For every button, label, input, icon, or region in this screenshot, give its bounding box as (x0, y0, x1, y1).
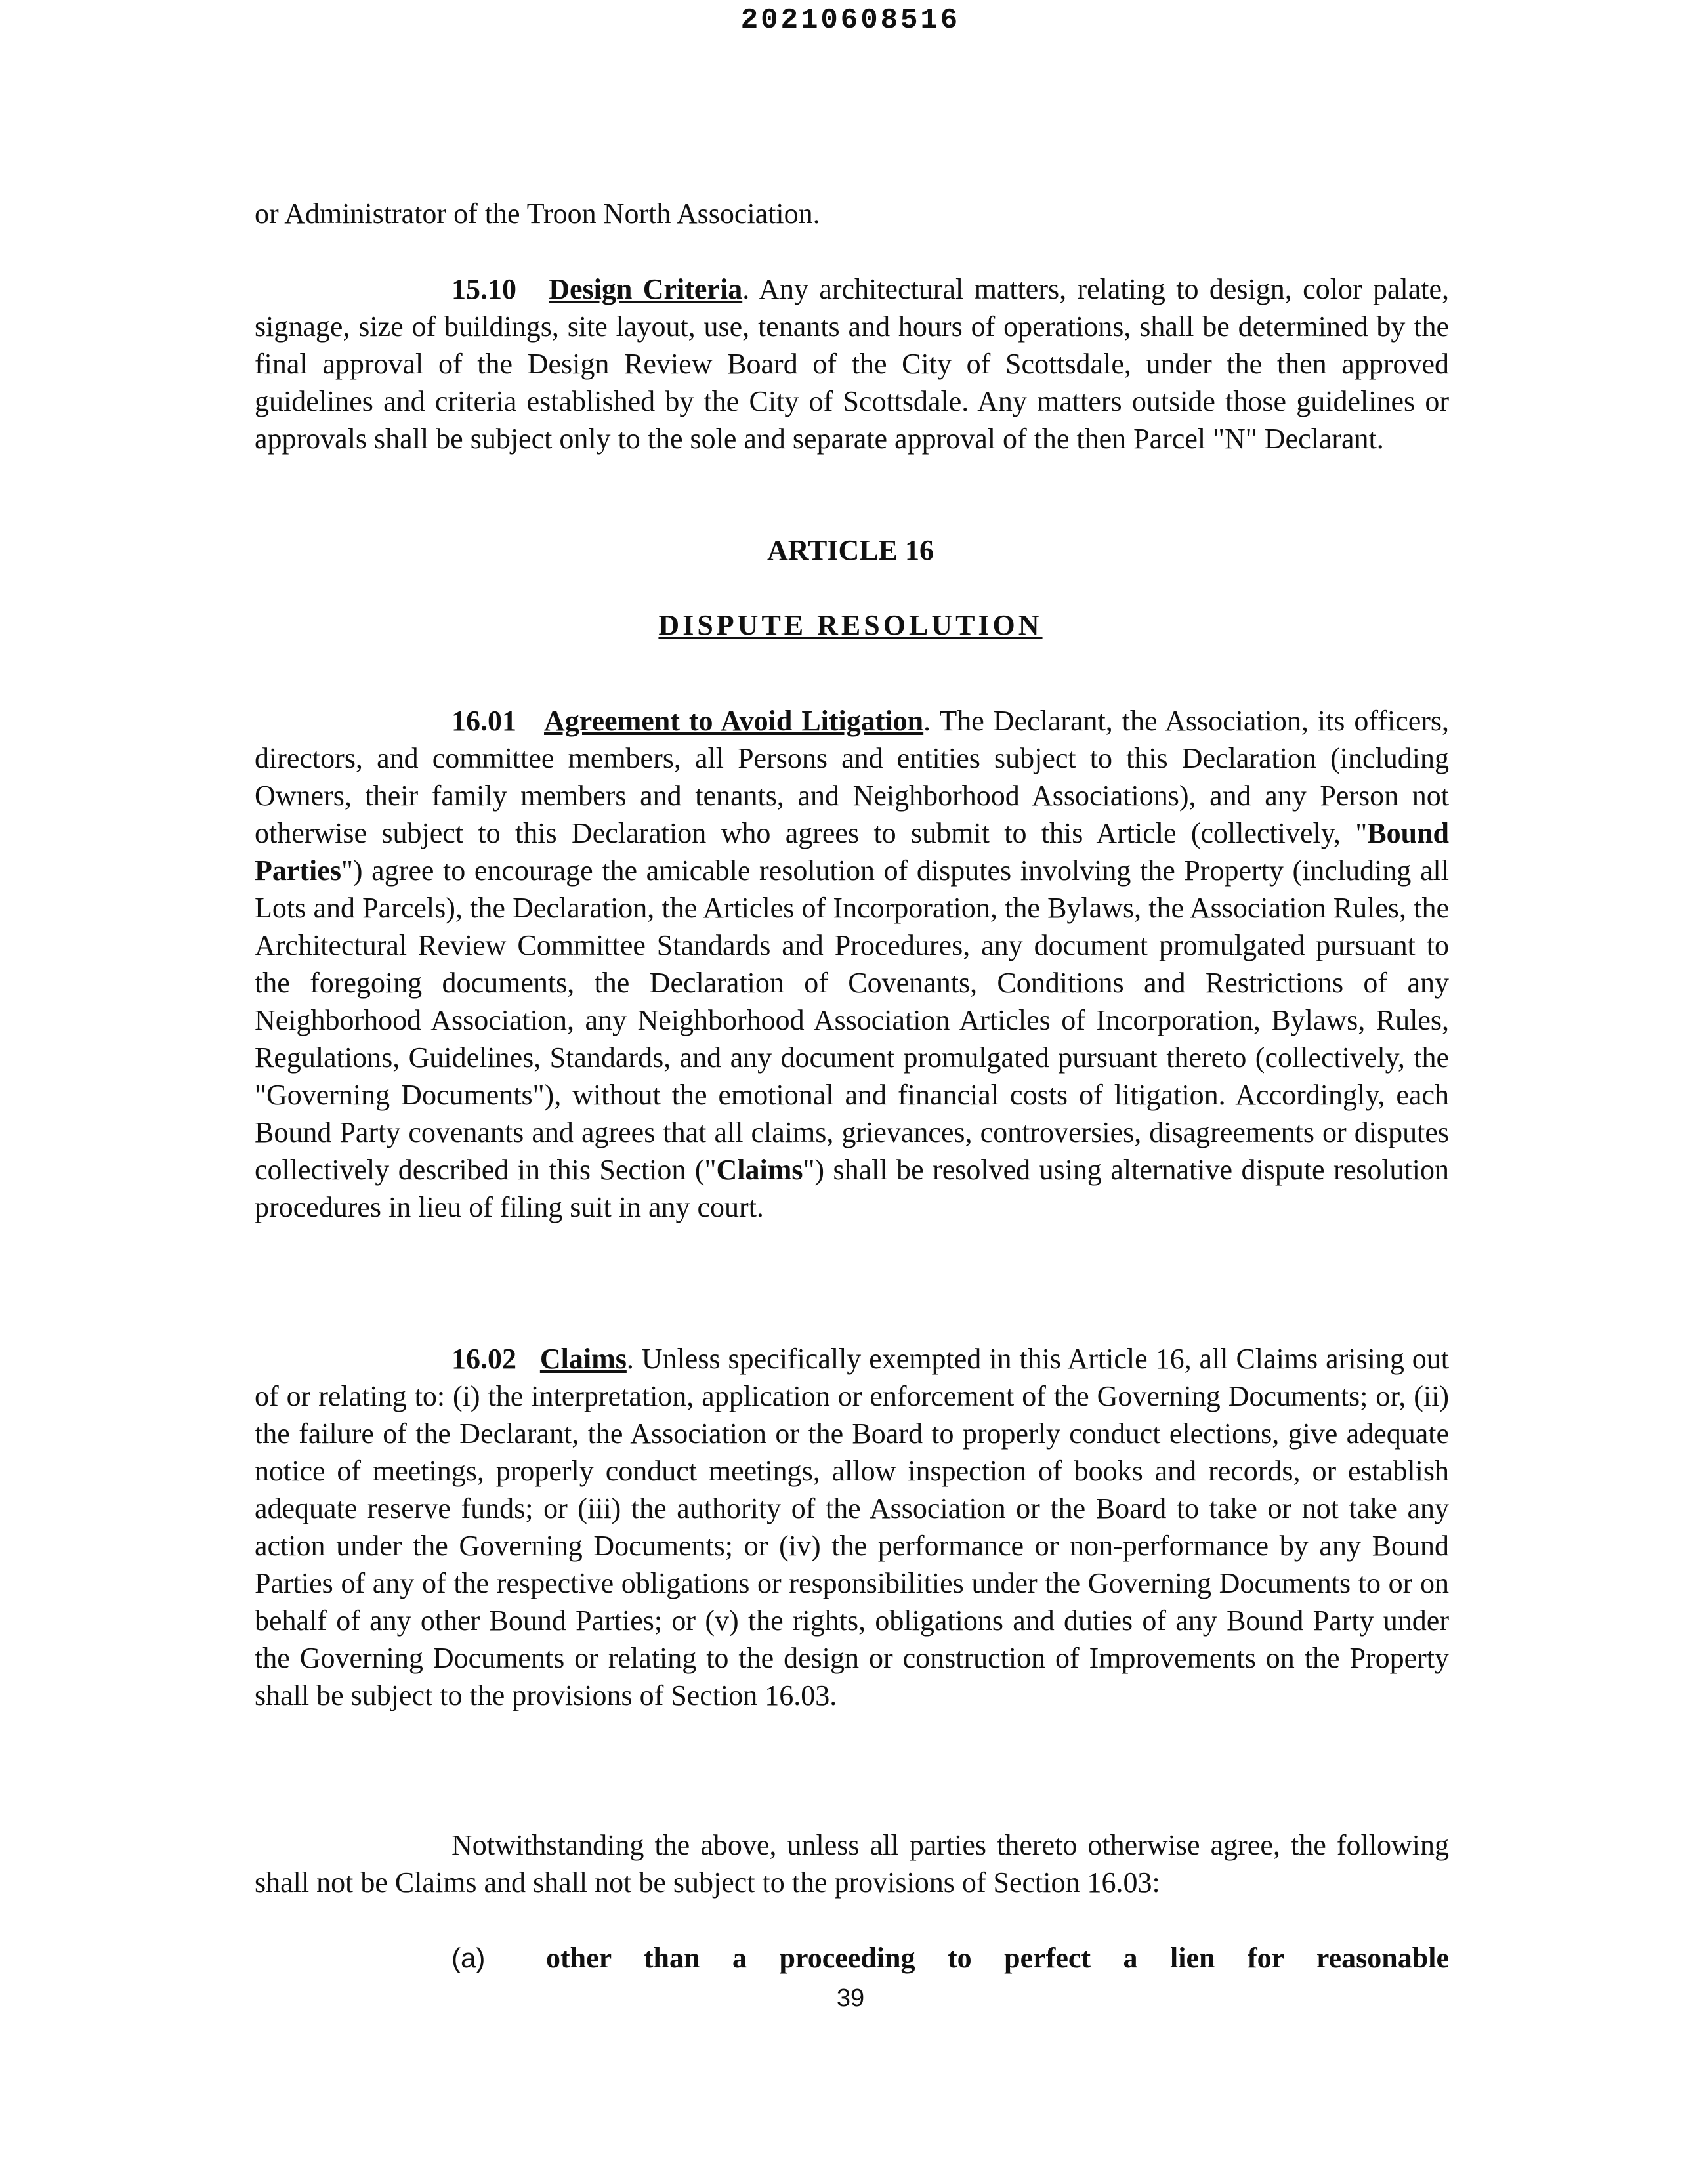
section-text: . Unless specifically exempted in this Article 16, all Claims arising out of or relating to: (i) the interpretation, application or enforcement of the Governing Documents; or, (ii) the failure of the Declarant, the Association or the Board to properly conduct elections, give adequate notice of meetings, properly conduct meetings, allow inspection of books and records, or establish adequate reserve funds; or (iii) the authority of the Association or the Board to take or not take any action under the Governing Documents; or (iv) the performance or non-performance by any Bound Parties of any of the respective obligations or responsibilities under the Governing Documents to or on behalf of any other Bound Parties; or (v) the rights, obligations and duties of any Bound Party under the Governing Documents or relating to the design or construction of Improvements on the Property shall be subject to the provisions of Section 16.03. (255, 1343, 1450, 1712)
article-label: ARTICLE 16 (767, 534, 934, 566)
list-item-text: other than a proceeding to perfect a lien for reasonable (546, 1942, 1449, 1974)
article-title: DISPUTE RESOLUTION (658, 609, 1043, 641)
section-text-part-3: ") shall be resolved using alternative dispute resolution procedures in lieu of filing suit in any court. (255, 1154, 1450, 1223)
section-number: 15.10 (452, 273, 516, 305)
section-title: Agreement to Avoid Litigation (544, 705, 924, 737)
document-number: 20210608516 (740, 4, 961, 37)
notwithstanding-text: Notwithstanding the above, unless all parties thereto otherwise agree, the following shall not be Claims and shall not be subject to the provisions of Section 16.03: (255, 1829, 1449, 1899)
list-item-a (452, 1939, 1449, 1977)
section-text-part-1: . The Declarant, the Association, its officers, directors, and committee members, all Persons and entities subject to this Declaration (including Owners, their family members and tenants, and Neighborhood Associations), and any Person not otherwise subject to this Declaration who agrees to submit to this Article (collectively, " (255, 705, 1449, 849)
section-text-part-2: ") agree to encourage the amicable resolution of disputes involving the Property (including all Lots and Parcels), the Declaration, the Articles of Incorporation, the Bylaws, the Association Rules, the Architectural Review Committee Standards and Procedures, any document promulgated pursuant to the foregoing documents, the Declaration of Covenants, Conditions and Restrictions of any Neighborhood Association, any Neighborhood Association Articles of Incorporation, Bylaws, Rules, Regulations, Guidelines, Standards, and any document promulgated pursuant thereto (collectively, the "Governing Documents"), without the emotional and financial costs of litigation. Accordingly, each Bound Party covenants and agrees that all claims, grievances, controversies, disagreements or disputes collectively described in this Section (" (255, 854, 1449, 1186)
section-title: Claims (539, 1343, 627, 1375)
section-number: 16.02 (452, 1343, 516, 1375)
defined-term-claims: Claims (716, 1154, 803, 1186)
section-16-02 (255, 1340, 1449, 1714)
section-title: Design Criteria (549, 273, 743, 305)
list-item-label: (a) (452, 1942, 486, 1973)
page-number: 39 (836, 1984, 865, 2012)
section-16-01 (255, 702, 1449, 1226)
article-title-line (0, 608, 1701, 642)
intro-text: or Administrator of the Troon North Association. (255, 198, 820, 230)
intro-paragraph (255, 195, 1449, 232)
notwithstanding-paragraph (255, 1826, 1449, 1901)
section-text: . Any architectural matters, relating to design, color palate, signage, size of buildings, site layout, use, tenants and hours of operations, shall be determined by the final approval of the Design Review Board of the City of Scottsdale, under the then approved guidelines and criteria established by the City of Scottsdale. Any matters outside those guidelines or approvals shall be subject only to the sole and separate approval of the then Parcel "N" Declarant. (255, 273, 1450, 455)
section-number: 16.01 (452, 705, 516, 737)
defined-term-bound-parties: Bound Parties (255, 817, 1449, 887)
section-15-10 (255, 270, 1449, 457)
